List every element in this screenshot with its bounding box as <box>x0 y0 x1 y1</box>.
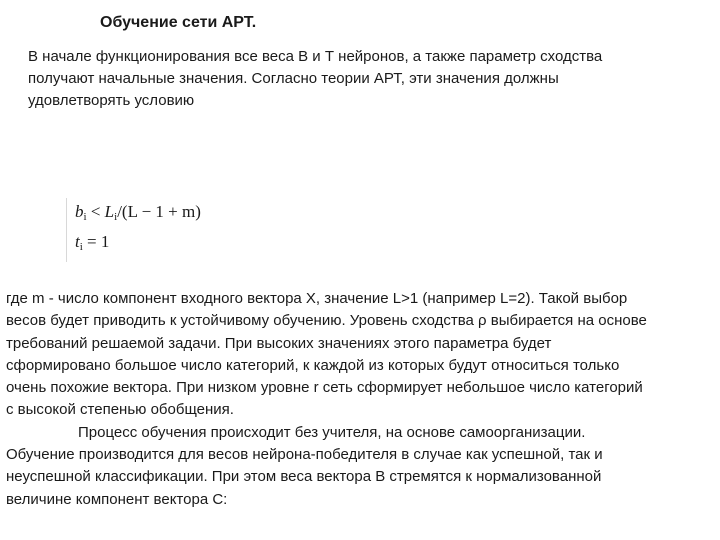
body-line: неуспешной классификации. При этом веса вектора В стремятся к нормализованной <box>6 468 602 486</box>
body-line: весов будет приводить к устойчивому обучению. Уровень сходства ρ выбирается на основе <box>6 312 647 330</box>
formula-weight-b: $b_i < L_i/(L - 1 + m)$ <box>75 202 201 223</box>
page-title: Обучение сети АРТ. <box>100 14 257 31</box>
body-line: сформировано большое число категорий, к каждой из которых будут относиться только <box>6 356 620 374</box>
intro-line: В начале функционирования все веса В и Т нейронов, а также параметр сходства <box>28 48 603 65</box>
body-paragraph <box>6 288 718 511</box>
body-line: с высокой степенью обобщения. <box>6 401 234 419</box>
body-line: требований решаемой задачи. При высоких значениях этого параметра будет <box>6 334 552 352</box>
body-line: Процесс обучения происходит без учителя, на основе самоорганизации. <box>78 423 586 441</box>
formula-weight-t: $t_i = 1$ <box>75 232 110 253</box>
intro-line: получают начальные значения. Согласно теории АРТ, эти значения должны <box>28 70 559 87</box>
intro-line: удовлетворять условию <box>28 92 195 109</box>
intro-paragraph <box>28 46 602 112</box>
body-line: очень похожие вектора. При низком уровне r сеть сформирует небольшое число категорий <box>6 379 643 397</box>
body-line: Обучение производится для весов нейрона-победителя в случае как успешной, так и <box>6 446 603 464</box>
formula-image <box>66 198 219 262</box>
body-line: величине компонент вектора С: <box>6 490 228 508</box>
body-line: где m - число компонент входного вектора Х, значение L>1 (например L=2). Такой выбор <box>6 290 628 307</box>
